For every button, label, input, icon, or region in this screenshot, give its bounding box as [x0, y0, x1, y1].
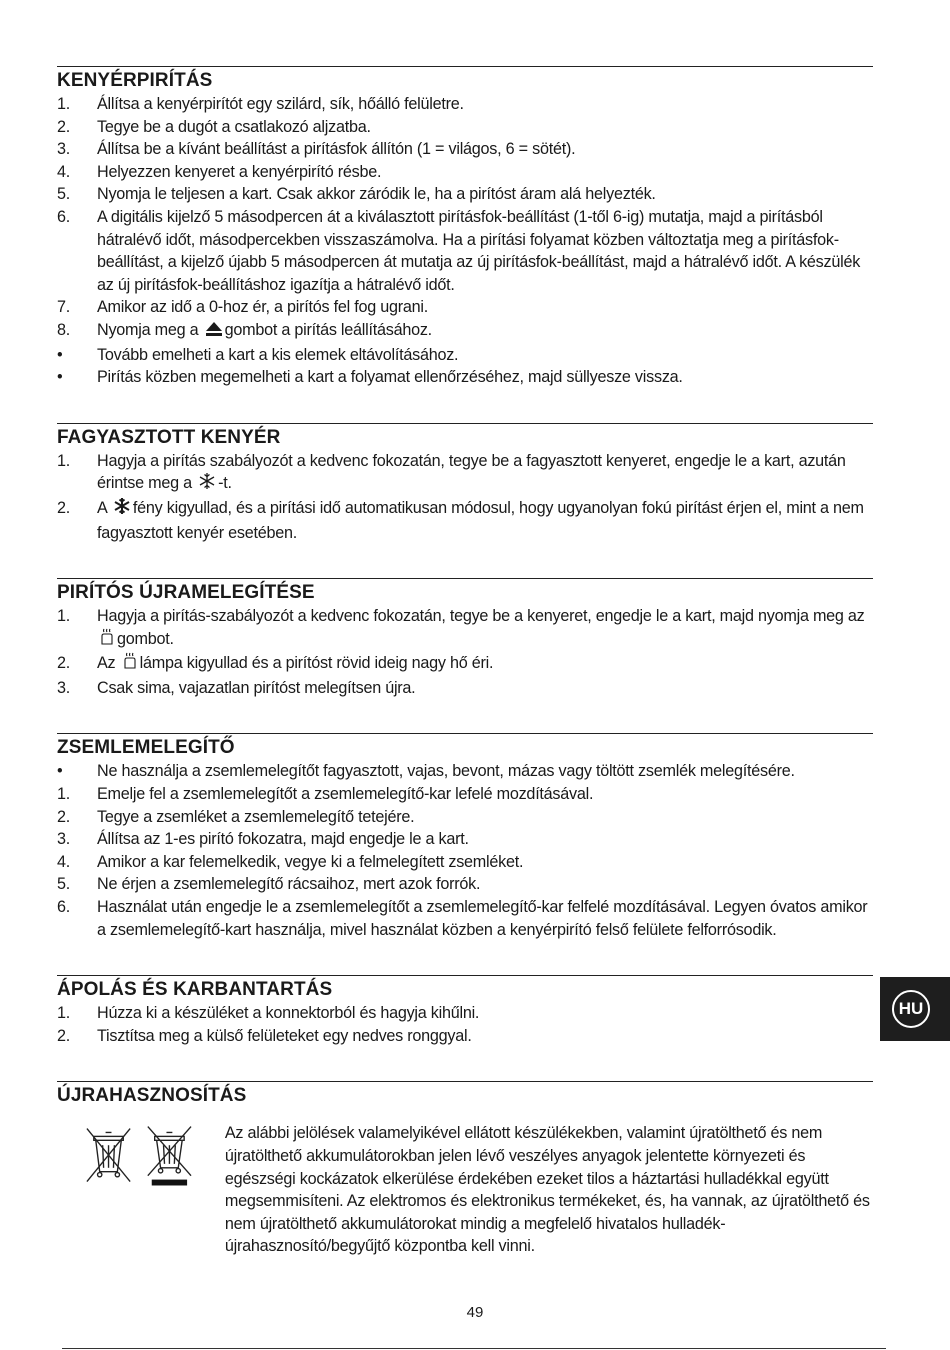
instruction-list [57, 605, 873, 699]
list-item [57, 1025, 873, 1048]
list-marker: 1. [57, 607, 71, 626]
page-content [57, 0, 873, 1258]
list-item [57, 873, 873, 896]
list-item [57, 161, 873, 184]
item-text: Állítsa az 1-es pirító fokozatra, majd engedje le a kart. [97, 830, 469, 849]
list-marker: 6. [57, 207, 71, 226]
item-text-after: gombot. [117, 629, 174, 648]
list-marker: 3. [57, 830, 71, 849]
language-tab [880, 977, 950, 1041]
item-text: Tegye a zsemléket a zsemlemelegítő tetejére. [97, 807, 415, 826]
item-text: A digitális kijelző 5 másodpercen át a kiválasztott pirításfok-beállítást (1-től 6-ig) mutatja, majd a pirításból hátralévő időt, másodpercekben visszaszámolva. Ha a pirítási folyamat közben változtatja meg a pirításfok-beállítást, a kijelző újabb 5 másodpercen át mutatja az új pirításfok-beállítást, majd a hátralévő időt. A készülék az új pirításfok-beállításhoz igazítja a hátralévő időt. [97, 207, 861, 294]
item-text: Nyomja le teljesen a kart. Csak akkor záródik le, ha a pirítóst áram alá helyezték. [97, 185, 656, 204]
list-item [57, 760, 873, 783]
instruction-list [57, 93, 873, 389]
list-item [57, 296, 873, 319]
item-text: Állítsa a kenyérpirítót egy szilárd, sík, hőálló felületre. [97, 95, 464, 113]
list-marker: • [57, 345, 63, 364]
list-item [57, 497, 873, 544]
section-title: ZSEMLEMELEGÍTŐ [57, 737, 235, 759]
section-title: PIRÍTÓS ÚJRAMELEGÍTÉSE [57, 582, 315, 604]
item-text: Amikor az idő a 0-hoz ér, a pirítós fel fog ugrani. [97, 298, 428, 317]
list-marker: 2. [57, 1026, 71, 1045]
item-text: Amikor a kar felemelkedik, vegye ki a felmelegített zsemléket. [97, 852, 524, 871]
list-item [57, 896, 873, 941]
section-title: KENYÉRPIRÍTÁS [57, 70, 213, 91]
instruction-list [57, 450, 873, 544]
item-text: Ne érjen a zsemlemelegítő rácsaihoz, mert azok forrók. [97, 875, 481, 894]
item-text: Csak sima, vajazatlan pirítóst melegítsen újra. [97, 678, 416, 697]
item-text: Húzza ki a készüléket a konnektorból és hagyja kihűlni. [97, 1004, 480, 1023]
item-text-before: Hagyja a pirítás szabályozót a kedvenc fokozatán, tegye be a fagyasztott kenyeret, engedje le a kart, azután érintse meg a [97, 451, 846, 493]
list-marker: 6. [57, 898, 71, 917]
language-label: HU [892, 990, 930, 1028]
reheat-icon [122, 652, 138, 677]
list-item [57, 1002, 873, 1025]
instruction-list [57, 1002, 873, 1047]
section-recycling [57, 1081, 873, 1258]
list-item [57, 652, 873, 677]
item-text-after: fény kigyullad, és a pirítási idő automatikusan módosul, hogy ugyanolyan fokú pirítást érjen el, mint a nem fagyasztott kenyér esetében. [97, 498, 864, 542]
list-marker: 7. [57, 298, 71, 317]
item-text: Tegye be a dugót a csatlakozó aljzatba. [97, 117, 371, 136]
list-marker: 1. [57, 451, 71, 470]
list-item [57, 138, 873, 161]
list-marker: 5. [57, 185, 71, 204]
list-marker: 1. [57, 95, 71, 113]
list-item [57, 806, 873, 829]
item-text-after: -t. [218, 474, 232, 493]
list-item [57, 605, 873, 652]
list-item [57, 93, 873, 116]
item-text: Tovább emelheti a kart a kis elemek eltávolításához. [97, 345, 459, 364]
crossed-bin-icon [83, 1122, 201, 1192]
list-marker: • [57, 762, 63, 781]
list-item [57, 450, 873, 497]
reheat-icon [99, 628, 115, 653]
section-title: ÁPOLÁS ÉS KARBANTARTÁS [57, 979, 333, 1001]
list-marker: 3. [57, 678, 71, 697]
item-text-before: Nyomja meg a [97, 320, 199, 339]
section [57, 423, 873, 544]
item-text: Használat után engedje le a zsemlemelegítőt a zsemlemelegítő-kar felfelé mozdításával. Legyen óvatos amikor a zsemlemelegítő-kart használja, mivel használat közben a kenyérpirító felső felülete felforrósodik. [97, 898, 868, 939]
section [57, 975, 873, 1047]
list-item [57, 344, 873, 367]
section [57, 733, 873, 941]
section [57, 66, 873, 389]
list-item [57, 183, 873, 206]
list-marker: 1. [57, 785, 71, 804]
item-text: Ne használja a zsemlemelegítőt fagyasztott, vajas, bevont, mázas vagy töltött zsemlék melegítésére. [97, 762, 795, 781]
item-text: Állítsa be a kívánt beállítást a pirításfok állítón (1 = világos, 6 = sötét). [97, 140, 576, 159]
sections-container [57, 66, 873, 1047]
list-marker: 1. [57, 1004, 71, 1023]
item-text: Emelje fel a zsemlemelegítőt a zsemlemelegítő-kar lefelé mozdításával. [97, 785, 594, 804]
list-marker: 4. [57, 852, 71, 871]
list-marker: • [57, 368, 63, 387]
item-text: Tisztítsa meg a külső felületeket egy nedves ronggyal. [97, 1026, 472, 1045]
list-item [57, 366, 873, 389]
list-marker: 2. [57, 498, 71, 517]
item-text-before: A [97, 498, 107, 517]
list-marker: 4. [57, 162, 71, 181]
list-marker: 3. [57, 140, 71, 159]
list-marker: 5. [57, 875, 71, 894]
list-marker: 2. [57, 654, 71, 673]
list-item [57, 851, 873, 874]
list-item [57, 319, 873, 344]
list-marker: 8. [57, 320, 71, 339]
item-text: Pirítás közben megemelheti a kart a folyamat ellenőrzéséhez, majd süllyesze vissza. [97, 368, 683, 387]
section-title: FAGYASZTOTT KENYÉR [57, 426, 281, 448]
list-marker: 2. [57, 807, 71, 826]
list-item [57, 783, 873, 806]
list-item [57, 206, 873, 296]
item-text-before: Hagyja a pirítás-szabályozót a kedvenc fokozatán, tegye be a kenyeret, engedje le a kart, majd nyomja meg az [97, 607, 865, 626]
item-text-after: lámpa kigyullad és a pirítóst rövid ideig nagy hő éri. [139, 654, 494, 673]
item-text-before: Az [97, 654, 116, 673]
list-item [57, 677, 873, 700]
item-text-after: gombot a pirítás leállításához. [224, 320, 432, 339]
section [57, 578, 873, 699]
footer-divider [62, 1348, 886, 1349]
item-text: Helyezzen kenyeret a kenyérpirító résbe. [97, 162, 382, 181]
instruction-list [57, 760, 873, 941]
snowflake-icon [113, 497, 131, 522]
list-item [57, 828, 873, 851]
snowflake-outline-icon [198, 472, 216, 497]
eject-icon [205, 321, 223, 344]
recycling-text: Az alábbi jelölések valamelyikével ellátott készülékekben, valamint újratölthető és nem újratölthető akkumulátorokban jelen lévő veszélyes anyagok jelentette környezeti és egészségi kockázatok elkerülése érdekében ezeket tilos a háztartási hulladékkal együtt megsemmisíteni. Az elektromos és elektronikus termékeket, és, ha vannak, az újratölthető és nem újratölthető akkumulátorokat mindig a megfelelő hivatalos hulladék-újrahasznosító/begyűjtő központba kell vinni. [224, 1124, 870, 1256]
page-number: 49 [466, 1304, 484, 1321]
section-title: ÚJRAHASZNOSÍTÁS [57, 1085, 247, 1107]
list-marker: 2. [57, 117, 71, 136]
list-item [57, 116, 873, 139]
recycling-row [57, 1122, 873, 1258]
